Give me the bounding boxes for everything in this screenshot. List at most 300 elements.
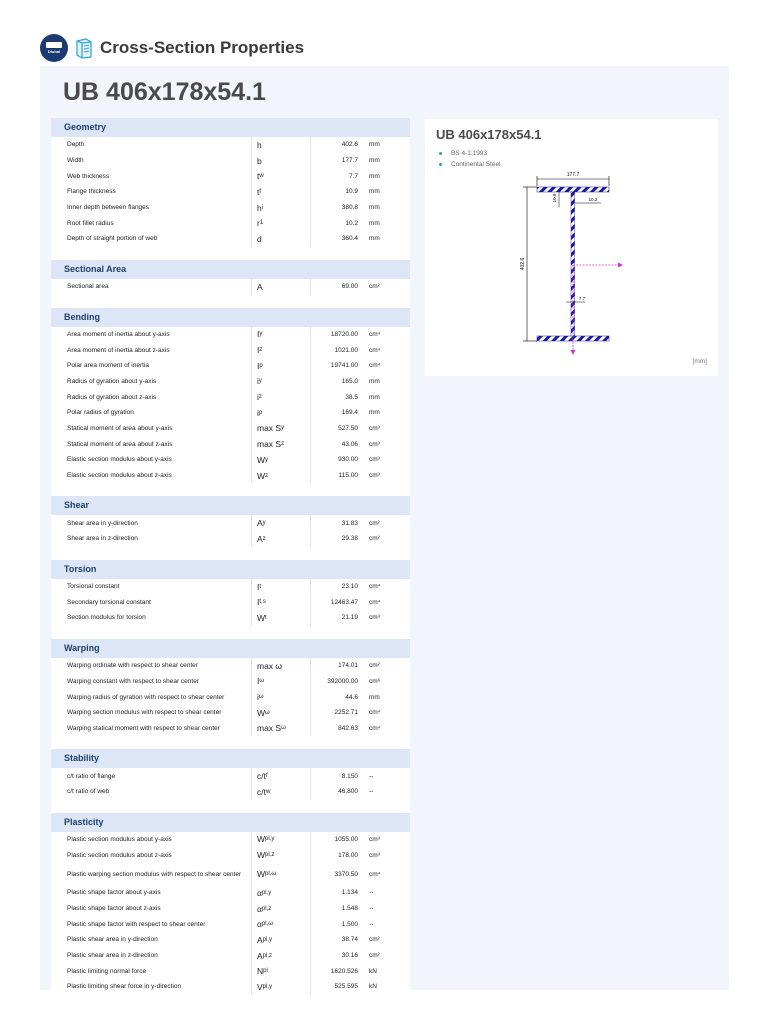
property-symbol xyxy=(251,468,310,484)
property-symbol-base: I xyxy=(257,581,260,592)
property-symbol xyxy=(251,901,310,917)
property-value: 930.00 xyxy=(310,452,364,468)
property-description: Inner depth between flanges xyxy=(67,204,150,212)
property-unit: cm³ xyxy=(369,851,380,859)
property-symbol xyxy=(251,358,310,374)
property-unit: mm xyxy=(369,393,380,401)
property-value: 8.150 xyxy=(310,768,364,784)
property-symbol-subscript: y xyxy=(258,378,262,385)
property-symbol xyxy=(251,342,310,358)
section-spacer xyxy=(51,800,410,813)
table-row xyxy=(51,215,410,231)
property-symbol-subscript: t xyxy=(265,614,267,621)
property-symbol-base: A xyxy=(257,934,263,945)
property-symbol-subscript: ω xyxy=(265,709,270,716)
table-row xyxy=(51,468,410,484)
property-symbol-base: I xyxy=(257,329,260,340)
fillet-dimension xyxy=(571,197,601,203)
property-symbol-subscript: pl,z xyxy=(262,952,273,959)
property-value: 10.2 xyxy=(310,215,364,231)
table-row xyxy=(51,279,410,295)
units-label: [mm] xyxy=(692,358,707,365)
property-symbol-subscript: z xyxy=(281,441,285,448)
property-unit: cm⁴ xyxy=(369,870,381,878)
property-symbol-base: I xyxy=(257,597,260,608)
section-header: Torsion xyxy=(51,560,410,579)
table-row xyxy=(51,137,410,153)
table-row xyxy=(51,153,410,169)
property-symbol-subscript: ω xyxy=(259,678,265,685)
preview-title: UB 406x178x54.1 xyxy=(436,127,542,142)
property-value: 19741.00 xyxy=(310,358,364,374)
book-icon xyxy=(74,37,94,59)
property-unit: mm xyxy=(369,157,380,165)
property-description: Radius of gyration about z-axis xyxy=(67,393,157,401)
property-description: Flange thickness xyxy=(67,188,116,196)
property-unit: cm⁶ xyxy=(369,677,381,685)
property-description: Plastic shear area in z-direction xyxy=(67,952,158,960)
property-unit: cm² xyxy=(369,952,380,960)
property-description: Warping section modulus with respect to shear center xyxy=(67,709,222,717)
property-symbol xyxy=(251,279,310,295)
table-row xyxy=(51,721,410,737)
property-description: Root fillet radius xyxy=(67,219,114,227)
property-value: 115.00 xyxy=(310,468,364,484)
section-spacer xyxy=(51,483,410,496)
table-row xyxy=(51,948,410,964)
property-symbol-subscript: pl,y xyxy=(265,836,275,843)
table-row xyxy=(51,231,410,247)
property-unit: cm³ xyxy=(369,440,380,448)
properties-table xyxy=(51,118,410,995)
property-value: 169.4 xyxy=(310,405,364,421)
property-symbol-subscript: pl,z xyxy=(265,852,275,859)
property-symbol-base: I xyxy=(257,345,260,356)
section-spacer xyxy=(51,247,410,260)
property-value: 44.6 xyxy=(310,689,364,705)
property-unit: cm⁴ xyxy=(369,583,381,591)
property-description: Elastic section modulus about y-axis xyxy=(67,456,172,464)
page-title: UB 406x178x54.1 xyxy=(63,78,266,106)
property-symbol-subscript: pl,y xyxy=(261,889,272,896)
property-unit: -- xyxy=(369,788,374,796)
property-value: 31.83 xyxy=(310,515,364,531)
property-symbol xyxy=(251,579,310,595)
property-symbol-base: d xyxy=(257,233,262,244)
fillet-dim-label: 10.2 xyxy=(588,197,598,202)
property-value: 525.595 xyxy=(310,979,364,995)
property-symbol xyxy=(251,963,310,979)
depth-dim-label: 402.6 xyxy=(520,257,526,271)
property-unit: -- xyxy=(369,905,374,913)
property-value: 1021.00 xyxy=(310,342,364,358)
flange-dim-label: 10.9 xyxy=(552,193,557,203)
property-description: Plastic shape factor with respect to shear center xyxy=(67,920,206,928)
property-symbol xyxy=(251,168,310,184)
property-value: 43.06 xyxy=(310,436,364,452)
property-value: 392000.00 xyxy=(310,674,364,690)
property-description: Web thickness xyxy=(67,172,110,180)
property-symbol xyxy=(251,768,310,784)
property-value: 165.0 xyxy=(310,374,364,390)
property-symbol-base: i xyxy=(257,407,259,418)
property-symbol-base: I xyxy=(257,360,260,371)
property-symbol-subscript: w xyxy=(265,788,271,795)
property-unit: cm⁴ xyxy=(369,330,381,338)
property-symbol-base: h xyxy=(257,202,262,213)
dlubal-logo xyxy=(40,34,68,62)
property-unit: cm³ xyxy=(369,456,380,464)
table-row xyxy=(51,847,410,863)
property-symbol xyxy=(251,705,310,721)
property-value: 1620.526 xyxy=(310,963,364,979)
property-symbol-base: i xyxy=(257,376,259,387)
property-symbol-subscript: pl,y xyxy=(262,936,273,943)
property-symbol-base: t xyxy=(257,186,260,197)
property-unit: -- xyxy=(369,889,374,897)
property-symbol-base: W xyxy=(257,834,266,845)
property-value: 380.8 xyxy=(310,200,364,216)
property-value: 38.5 xyxy=(310,389,364,405)
table-row xyxy=(51,658,410,674)
property-symbol-base: A xyxy=(257,950,263,961)
property-symbol xyxy=(251,515,310,531)
property-value: 12463.47 xyxy=(310,594,364,610)
property-description: Statical moment of area about z-axis xyxy=(67,440,173,448)
property-value: 1.134 xyxy=(310,885,364,901)
property-symbol-base: max S xyxy=(257,439,282,450)
property-symbol-subscript: ω xyxy=(258,694,264,701)
property-symbol-base: c/t xyxy=(257,786,266,797)
property-symbol-subscript: z xyxy=(258,394,262,401)
table-row xyxy=(51,901,410,917)
property-description: Plastic shear area in y-direction xyxy=(67,936,158,944)
property-description: Width xyxy=(67,157,84,165)
table-row xyxy=(51,452,410,468)
property-symbol-base: b xyxy=(257,155,262,166)
section-preview-card xyxy=(425,119,718,376)
property-symbol-base: W xyxy=(257,869,266,879)
property-value: 177.7 xyxy=(310,153,364,169)
property-description: Statical moment of area about y-axis xyxy=(67,424,173,432)
property-symbol xyxy=(251,215,310,231)
property-value: 21.19 xyxy=(310,610,364,626)
property-symbol-subscript: t xyxy=(259,583,262,590)
section-header: Warping xyxy=(51,639,410,658)
property-value: 23.10 xyxy=(310,579,364,595)
property-symbol xyxy=(251,721,310,737)
property-unit: kN xyxy=(369,983,377,991)
section-spacer xyxy=(51,547,410,560)
property-symbol xyxy=(251,863,310,885)
property-symbol xyxy=(251,421,310,437)
table-row xyxy=(51,184,410,200)
property-value: 1055.00 xyxy=(310,832,364,848)
property-unit: -- xyxy=(369,920,374,928)
property-symbol xyxy=(251,948,310,964)
header-title: Cross-Section Properties xyxy=(100,38,305,57)
property-symbol-base: max S xyxy=(257,423,282,434)
property-value: 842.63 xyxy=(310,721,364,737)
table-row xyxy=(51,374,410,390)
property-symbol-base: t xyxy=(257,171,260,182)
property-symbol-subscript: pl,z xyxy=(261,905,272,912)
property-description: Area moment of inertia about z-axis xyxy=(67,346,170,354)
property-symbol-subscript: pl,ω xyxy=(265,871,277,877)
property-symbol xyxy=(251,979,310,995)
property-description: Warping statical moment with respect to shear center xyxy=(67,724,220,732)
property-symbol-subscript: pl xyxy=(263,968,268,975)
section-header: Sectional Area xyxy=(51,260,410,279)
property-unit: cm³ xyxy=(369,614,380,622)
property-symbol-base: A xyxy=(257,518,263,529)
property-value: 30.16 xyxy=(310,948,364,964)
property-symbol-base: r xyxy=(257,218,260,229)
property-symbol-subscript: z xyxy=(265,472,269,479)
property-description: Shear area in y-direction xyxy=(67,519,138,527)
property-value: 402.6 xyxy=(310,137,364,153)
standard-label: BS 4-1:1993 xyxy=(451,150,488,157)
property-unit: cm⁴ xyxy=(369,362,381,370)
property-symbol-subscript: pl,ω xyxy=(261,921,273,928)
property-unit: mm xyxy=(369,235,380,243)
property-symbol-base: α xyxy=(257,887,262,898)
property-symbol xyxy=(251,832,310,848)
property-unit: cm³ xyxy=(369,472,380,480)
table-row xyxy=(51,916,410,932)
section-header: Stability xyxy=(51,749,410,768)
property-symbol-subscript: y xyxy=(281,425,285,432)
property-symbol xyxy=(251,932,310,948)
property-symbol xyxy=(251,231,310,247)
property-symbol-base: h xyxy=(257,139,262,150)
property-symbol-subscript: f xyxy=(265,773,268,780)
property-value: 178.00 xyxy=(310,847,364,863)
property-unit: mm xyxy=(369,219,380,227)
table-row xyxy=(51,689,410,705)
property-symbol xyxy=(251,184,310,200)
property-description: Plastic section modulus about y-axis xyxy=(67,835,172,843)
property-value: 69.00 xyxy=(310,279,364,295)
property-symbol-base: N xyxy=(257,966,264,977)
property-value: 3370.50 xyxy=(310,863,364,885)
width-dim-label: 177.7 xyxy=(566,172,580,178)
property-symbol xyxy=(251,689,310,705)
property-unit: mm xyxy=(369,409,380,417)
property-symbol-subscript: y xyxy=(265,456,269,463)
width-dimension xyxy=(537,172,609,186)
y-axis xyxy=(573,263,623,268)
depth-dimension xyxy=(520,187,537,341)
property-symbol xyxy=(251,452,310,468)
property-symbol-base: max ω xyxy=(257,660,283,671)
property-symbol-base: c/t xyxy=(257,771,266,782)
property-symbol-base: V xyxy=(257,981,263,992)
property-unit: mm xyxy=(369,188,380,196)
property-unit: cm⁴ xyxy=(369,709,381,717)
property-description: Depth of straight portion of web xyxy=(67,235,158,243)
property-symbol xyxy=(251,885,310,901)
property-value: 7.7 xyxy=(310,168,364,184)
property-symbol-subscript: z xyxy=(259,347,263,354)
section-header: Geometry xyxy=(51,118,410,137)
property-value: 1.500 xyxy=(310,916,364,932)
table-row xyxy=(51,932,410,948)
section-spacer xyxy=(51,736,410,749)
property-symbol xyxy=(251,847,310,863)
property-value: 174.01 xyxy=(310,658,364,674)
property-description: Shear area in z-direction xyxy=(67,535,138,543)
property-unit: cm⁴ xyxy=(369,598,381,606)
property-symbol xyxy=(251,137,310,153)
property-symbol-base: α xyxy=(257,903,262,914)
property-symbol-base: A xyxy=(257,533,263,544)
property-description: Plastic limiting shear force in y-direction xyxy=(67,983,182,991)
section-spacer xyxy=(51,295,410,308)
property-description: Area moment of inertia about y-axis xyxy=(67,330,170,338)
property-unit: mm xyxy=(369,693,380,701)
property-symbol xyxy=(251,436,310,452)
table-row xyxy=(51,531,410,547)
table-row xyxy=(51,327,410,343)
table-row xyxy=(51,963,410,979)
table-row xyxy=(51,168,410,184)
property-symbol xyxy=(251,594,310,610)
property-description: Sectional area xyxy=(67,283,109,291)
property-symbol-base: A xyxy=(257,281,263,292)
property-description: Plastic shape factor about z-axis xyxy=(67,905,161,913)
table-row xyxy=(51,389,410,405)
table-row xyxy=(51,594,410,610)
table-row xyxy=(51,342,410,358)
property-description: Polar area moment of inertia xyxy=(67,362,150,370)
property-value: 46.800 xyxy=(310,784,364,800)
property-description: Section modulus for torsion xyxy=(67,614,146,622)
property-unit: cm³ xyxy=(369,835,380,843)
property-symbol xyxy=(251,916,310,932)
section-spacer xyxy=(51,626,410,639)
property-symbol-subscript: pl,y xyxy=(262,983,273,990)
property-symbol-subscript: y xyxy=(259,331,263,338)
table-row xyxy=(51,579,410,595)
property-description: Torsional constant xyxy=(67,583,120,591)
table-row xyxy=(51,405,410,421)
property-symbol xyxy=(251,327,310,343)
property-symbol xyxy=(251,200,310,216)
property-symbol-subscript: ω xyxy=(281,725,286,732)
property-symbol-base: max S xyxy=(257,723,282,734)
property-symbol xyxy=(251,153,310,169)
property-description: Plastic warping section modulus with respect to shear center xyxy=(67,870,242,878)
property-description: Radius of gyration about y-axis xyxy=(67,377,157,385)
property-unit: cm² xyxy=(369,535,380,543)
property-symbol-base: i xyxy=(257,692,259,703)
property-unit: -- xyxy=(369,772,374,780)
property-symbol-base: W xyxy=(257,850,266,861)
property-description: Warping radius of gyration with respect to shear center xyxy=(67,693,225,701)
property-unit: kN xyxy=(369,967,377,975)
property-symbol-subscript: f xyxy=(259,188,262,195)
property-unit: mm xyxy=(369,204,380,212)
property-unit: mm xyxy=(369,141,380,149)
table-row xyxy=(51,768,410,784)
property-unit: mm xyxy=(369,172,380,180)
property-symbol-subscript: p xyxy=(259,362,263,369)
property-unit: cm⁴ xyxy=(369,724,381,732)
top-flange xyxy=(537,187,609,192)
property-description: Plastic limiting normal force xyxy=(67,967,147,975)
property-symbol xyxy=(251,389,310,405)
logo-text: Dlubal xyxy=(47,49,61,54)
property-symbol xyxy=(251,531,310,547)
table-row xyxy=(51,674,410,690)
section-header: Shear xyxy=(51,496,410,515)
manufacturer-label: Continental Steel xyxy=(451,161,501,168)
property-description: c/t ratio of flange xyxy=(67,772,116,780)
table-row xyxy=(51,610,410,626)
table-row xyxy=(51,863,410,885)
property-symbol-base: W xyxy=(257,707,266,718)
property-symbol xyxy=(251,674,310,690)
section-header: Bending xyxy=(51,308,410,327)
page-header xyxy=(40,30,304,66)
web-dim-label: 7.7 xyxy=(578,296,586,301)
property-value: 527.50 xyxy=(310,421,364,437)
property-symbol-subscript: p xyxy=(258,409,263,416)
property-symbol-subscript: t,s xyxy=(259,599,266,606)
property-unit: cm² xyxy=(369,936,380,944)
property-symbol-base: i xyxy=(257,392,259,403)
table-row xyxy=(51,784,410,800)
property-description: Plastic shape factor about y-axis xyxy=(67,889,161,897)
property-unit: cm² xyxy=(369,283,380,291)
property-symbol xyxy=(251,610,310,626)
property-symbol-subscript: i xyxy=(261,204,264,211)
table-row xyxy=(51,885,410,901)
property-symbol-base: α xyxy=(257,919,262,930)
section-header: Plasticity xyxy=(51,813,410,832)
table-row xyxy=(51,436,410,452)
table-row xyxy=(51,832,410,848)
table-row xyxy=(51,979,410,995)
table-row xyxy=(51,705,410,721)
property-description: Warping ordinate with respect to shear center xyxy=(67,662,198,670)
web-dimension xyxy=(566,296,586,302)
property-unit: cm² xyxy=(369,519,380,527)
property-symbol-base: W xyxy=(257,612,266,623)
property-symbol-subscript: 1 xyxy=(259,220,264,227)
property-symbol-base: I xyxy=(257,676,260,687)
table-row xyxy=(51,515,410,531)
property-description: Elastic section modulus about z-axis xyxy=(67,472,172,480)
property-value: 29.38 xyxy=(310,531,364,547)
property-symbol xyxy=(251,405,310,421)
property-symbol xyxy=(251,658,310,674)
property-symbol-subscript: y xyxy=(262,520,266,527)
property-value: 1.548 xyxy=(310,901,364,917)
property-unit: cm² xyxy=(369,662,380,670)
table-row xyxy=(51,421,410,437)
property-value: 10.9 xyxy=(310,184,364,200)
property-value: 360.4 xyxy=(310,231,364,247)
property-description: Polar radius of gyration xyxy=(67,409,134,417)
property-symbol-base: W xyxy=(257,454,266,465)
property-symbol-subscript: w xyxy=(259,173,264,180)
property-symbol xyxy=(251,784,310,800)
i-beam-drawing xyxy=(425,119,718,376)
property-value: 38.74 xyxy=(310,932,364,948)
property-description: Secondary torsional constant xyxy=(67,598,151,606)
